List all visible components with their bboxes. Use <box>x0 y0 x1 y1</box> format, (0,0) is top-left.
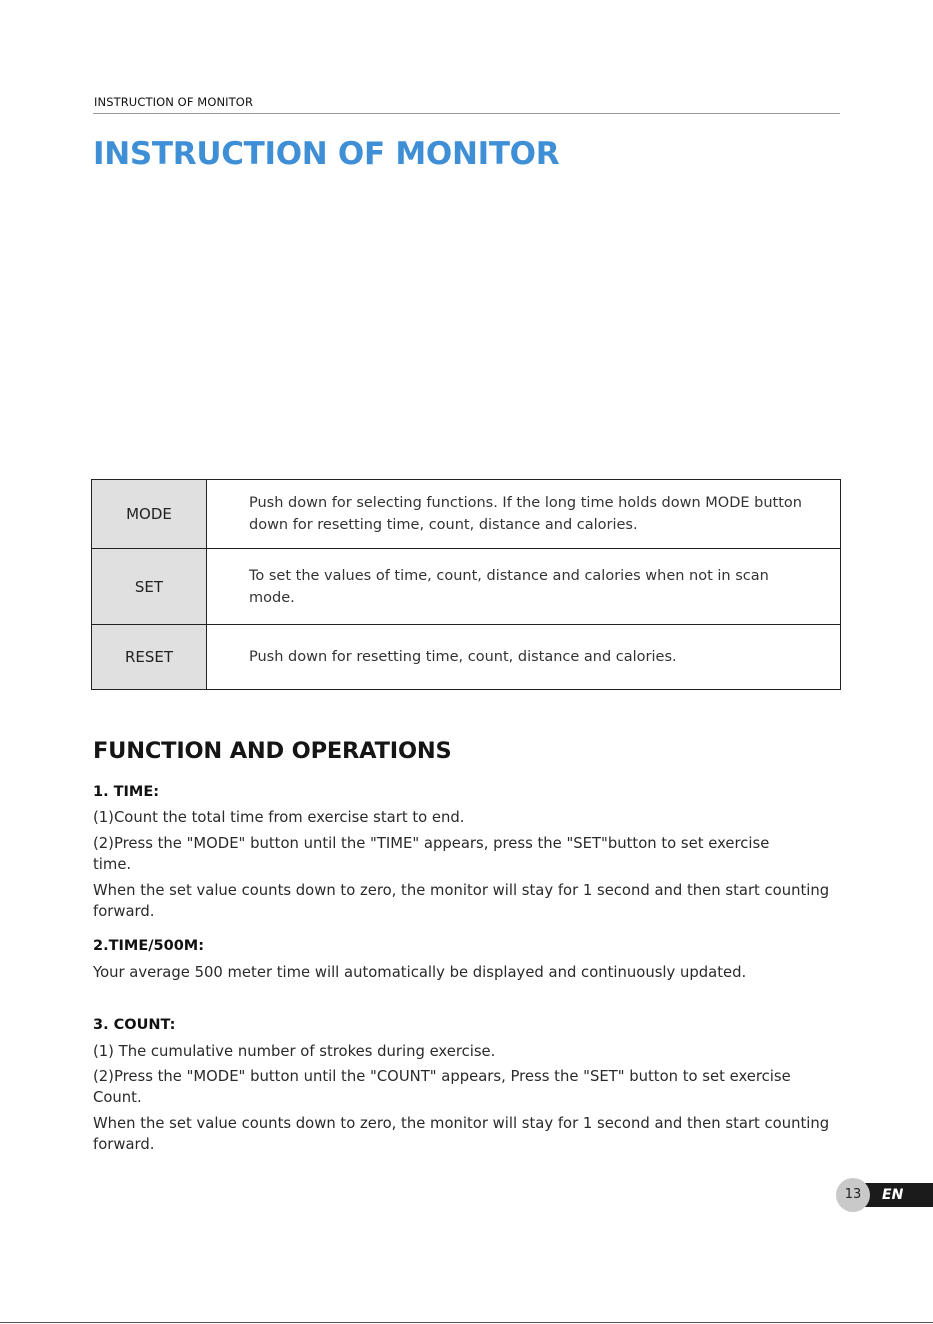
time-paragraph-3: When the set value counts down to zero, the monitor will stay for 1 second and then start counting forward. <box>93 882 830 920</box>
page-title: INSTRUCTION OF MONITOR <box>93 136 560 172</box>
table-row <box>92 625 841 690</box>
control-key-reset: RESET <box>92 625 207 690</box>
page-number: 13 <box>836 1178 870 1212</box>
header-divider <box>93 113 840 114</box>
control-desc-reset: Push down for resetting time, count, distance and calories. <box>207 625 841 690</box>
subheading-time-500m: 2.TIME/500M: <box>93 938 205 954</box>
control-key-set: SET <box>92 549 207 625</box>
table-row <box>92 549 841 625</box>
time-paragraph-2: (2)Press the "MODE" button until the "TIME" appears, press the "SET"button to set exercise time. <box>93 835 770 873</box>
time-paragraph-1: (1)Count the total time from exercise start to end. <box>93 809 465 826</box>
running-header: INSTRUCTION OF MONITOR <box>94 95 254 109</box>
control-desc-mode: Push down for selecting functions. If the long time holds down MODE button down for resetting time, count, distance and calories. <box>207 480 841 549</box>
count-paragraph-1: (1) The cumulative number of strokes during exercise. <box>93 1043 496 1060</box>
count-paragraph-3: When the set value counts down to zero, the monitor will stay for 1 second and then start counting forward. <box>93 1115 830 1153</box>
section-title-functions: FUNCTION AND OPERATIONS <box>93 738 452 764</box>
subheading-time: 1. TIME: <box>93 784 160 800</box>
control-desc-set: To set the values of time, count, distance and calories when not in scan mode. <box>207 549 841 625</box>
controls-table <box>91 479 841 690</box>
subheading-count: 3. COUNT: <box>93 1017 176 1033</box>
language-label: EN <box>882 1187 904 1203</box>
table-row <box>92 480 841 549</box>
page-bottom-rule <box>0 1322 933 1323</box>
count-paragraph-2: (2)Press the "MODE" button until the "COUNT" appears, Press the "SET" button to set exercise Count. <box>93 1068 791 1106</box>
control-key-mode: MODE <box>92 480 207 549</box>
time500-paragraph-1: Your average 500 meter time will automatically be displayed and continuously updated. <box>93 964 747 981</box>
